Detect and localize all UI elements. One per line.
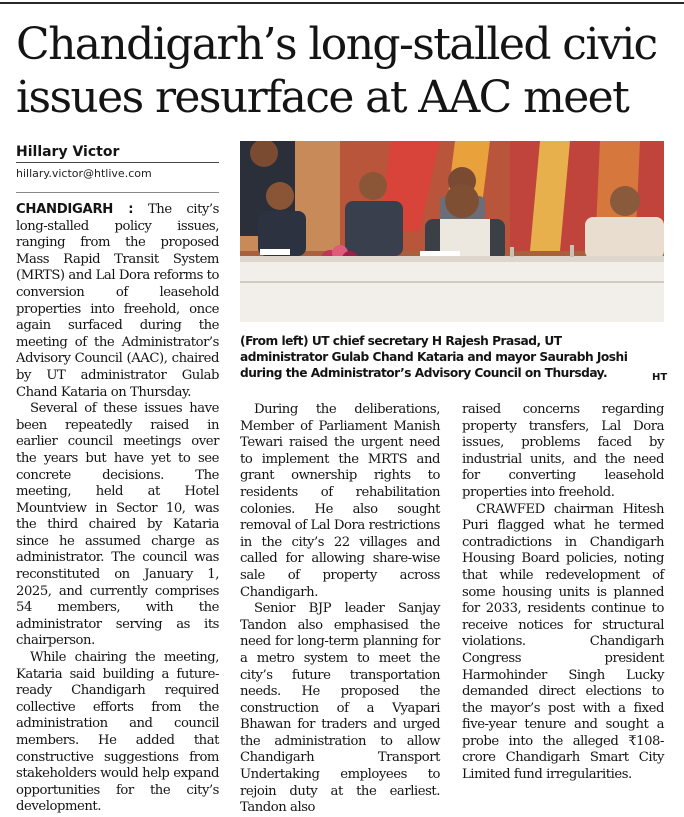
top-rule [0,2,684,4]
byline-author: Hillary Victor [16,144,120,160]
lead-text: The city’s long-stalled policy issues, ranging from the proposed Mass Rapid Transit System (MRTS) and Lal Dora reforms to conversion of leasehold properties into freehold, once again surfaced during the meeting of the Administrator’s Advisory Council (AAC), chaired by UT administrator Gulab Chand Kataria on Thursday. [16,202,219,400]
photo-illustration [240,141,664,322]
article-column-3 [462,402,664,784]
lead-paragraph [16,202,219,401]
photo-credit: HT [652,372,668,383]
body-paragraph: Senior BJP leader Sanjay Tandon also emphasised the need for long-term planning for a metro system to meet the city’s future transportation needs. He proposed the construction of a Vyapari Bhawan for traders and urged the administration to allow Chandigarh Transport Undertaking employees to rejoin duty at the earliest. Tandon also [240,601,440,816]
body-paragraph: Several of these issues have been repeatedly raised in earlier council meetings over the years but have yet to see concrete decisions. The meeting, held at Hotel Mountview in Sector 10, was the third chaired by Kataria since he assumed charge as administrator. The council was reconstituted on January 1, 2025, and currently comprises 54 members, with the administrator serving as its chairperson. [16,401,219,649]
body-paragraph: CRAWFED chairman Hitesh Puri flagged what he termed contradictions in Chandigarh Housing Board policies, noting that while redevelopment of some housing units is planned for 2033, residents continue to receive notices for structural violations. Chandigarh Congress president Harmohinder Singh Lucky demanded direct elections to the mayor’s post with a fixed five-year tenure and sought a probe into the alleged ₹108-crore Chandigarh Smart City Limited fund irregularities. [462,501,664,783]
news-photo [240,141,664,322]
photo-caption: (From left) UT chief secretary H Rajesh Prasad, UT administrator Gulab Chand Kataria and mayor Saurabh Joshi during the Administrator’s Advisory Council on Thursday. [240,334,628,380]
article-column-1 [16,202,219,816]
body-paragraph-continued: raised concerns regarding property transfers, Lal Dora issues, problems faced by industrial units, and the need for converting leasehold properties into freehold. [462,402,664,500]
article-column-2 [240,402,440,817]
body-paragraph: During the deliberations, Member of Parliament Manish Tewari raised the urgent need to implement the MRTS and grant ownership rights to residents of rehabilitation colonies. He also sought removal of Lal Dora restrictions in the city’s 22 villages and called for allowing share-wise sale of property across Chandigarh. [240,402,440,600]
headline: Chandigarh’s long-stalled civic issues resurface at AAC meet [16,19,657,123]
body-paragraph: While chairing the meeting, Kataria said building a future-ready Chandigarh required collective efforts from the administration and council members. He added that constructive suggestions from stakeholders would help expand opportunities for the city’s development. [16,650,219,815]
byline-email: hillary.victor@htlive.com [16,167,152,180]
byline-divider [16,162,219,163]
dateline: CHANDIGARH : [16,202,134,217]
column-divider [16,192,219,193]
